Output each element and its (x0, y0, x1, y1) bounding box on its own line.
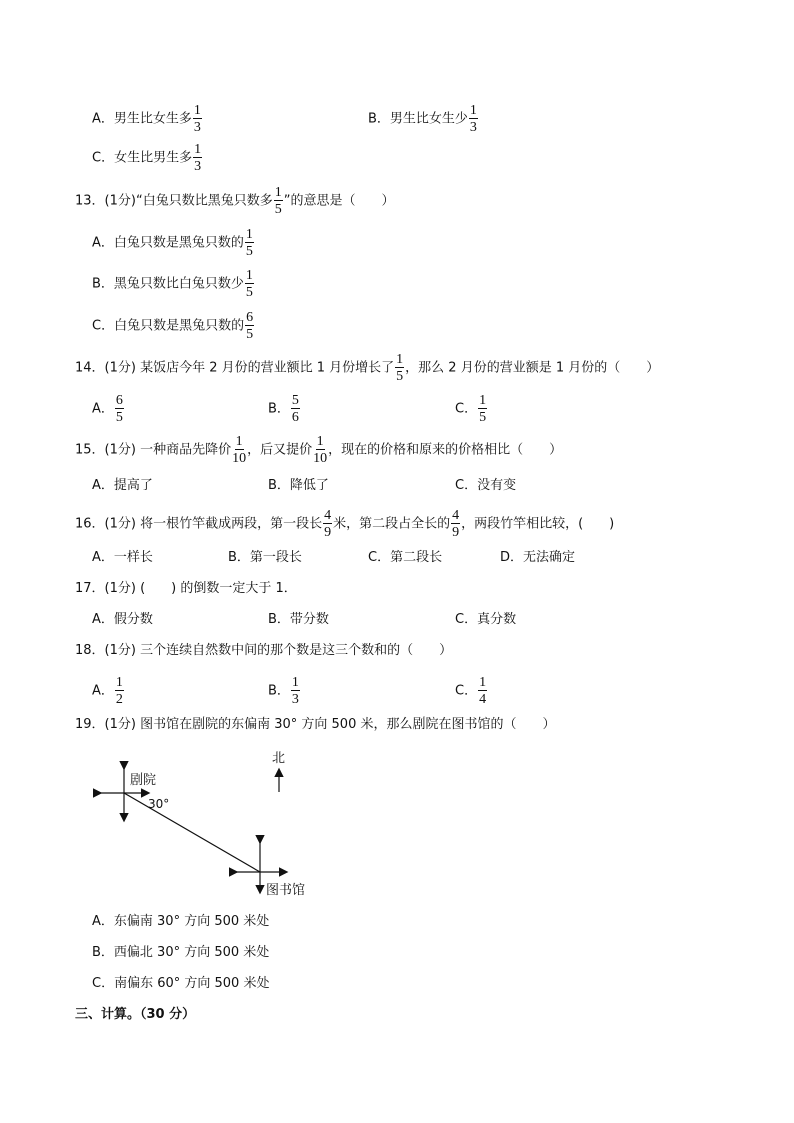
q17-option-a: A．假分数 (92, 612, 153, 627)
q16-option-d: D．无法确定 (500, 550, 576, 565)
stem-text: 15．(1分) 一种商品先降价 (75, 442, 232, 458)
q15-option-c: C．没有变 (455, 478, 517, 493)
option-text: C． (455, 683, 478, 699)
stem-text: ，现在的价格和原来的价格相比（ ） (328, 442, 563, 458)
fraction (478, 676, 487, 706)
denominator: 6 (291, 410, 299, 425)
q17-option-c: C．真分数 (455, 612, 517, 627)
numerator: 5 (291, 393, 299, 408)
q18-option-c (455, 676, 488, 706)
q13-option-a (92, 228, 255, 258)
q13-option-b (92, 269, 255, 299)
numerator: 1 (479, 675, 487, 690)
option-text: B．黑兔只数比白兔只数少 (92, 276, 244, 292)
q13-option-c (92, 311, 255, 341)
option-text: A．男生比女生多 (92, 111, 192, 127)
option-text: C．白兔只数是黑兔只数的 (92, 318, 245, 334)
numerator: 6 (246, 310, 254, 325)
direction-diagram (90, 742, 350, 902)
denominator: 5 (479, 410, 487, 425)
q19-option-c: C．南偏东 60° 方向 500 米处 (92, 976, 270, 991)
denominator: 9 (452, 525, 460, 540)
q15-stem (75, 435, 562, 465)
fraction (323, 509, 332, 539)
denominator: 5 (396, 369, 404, 384)
denominator: 3 (469, 120, 477, 135)
q12-option-a (92, 104, 203, 134)
fraction (274, 186, 283, 216)
option-text: B． (268, 683, 290, 699)
fraction (245, 228, 254, 258)
q15-option-a: A．提高了 (92, 478, 153, 493)
numerator: 1 (115, 675, 123, 690)
fraction (291, 394, 300, 424)
q18-option-b (268, 676, 301, 706)
denominator: 3 (193, 120, 201, 135)
q14-option-c (455, 394, 488, 424)
numerator: 4 (452, 508, 460, 523)
option-text: A． (92, 401, 114, 417)
stem-text: ，后又提价 (247, 442, 313, 458)
fraction (232, 435, 246, 465)
fraction (193, 143, 202, 173)
denominator: 3 (194, 159, 202, 174)
angle-label: 30° (148, 797, 170, 811)
fraction (245, 311, 254, 341)
fraction (469, 104, 478, 134)
numerator: 4 (324, 508, 332, 523)
q12-option-b (368, 104, 479, 134)
q14-stem (75, 353, 659, 383)
denominator: 3 (291, 692, 299, 707)
fraction (115, 394, 124, 424)
numerator: 1 (245, 227, 253, 242)
numerator: 6 (115, 393, 123, 408)
option-text: C． (455, 401, 478, 417)
fraction (193, 104, 202, 134)
denominator: 2 (115, 692, 123, 707)
stem-text: ，那么 2 月份的营业额是 1 月份的（ ） (405, 360, 660, 376)
q19-option-a: A．东偏南 30° 方向 500 米处 (92, 914, 270, 929)
fraction (395, 353, 404, 383)
denominator: 5 (246, 327, 254, 342)
q15-option-b: B．降低了 (268, 478, 329, 493)
numerator: 1 (316, 434, 324, 449)
north-label: 北 (272, 751, 286, 766)
fraction (313, 435, 327, 465)
q16-option-a: A．一样长 (92, 550, 153, 565)
denominator: 10 (232, 451, 247, 466)
q19-option-b: B．西偏北 30° 方向 500 米处 (92, 945, 270, 960)
option-text: C．女生比男生多 (92, 150, 193, 166)
q14-option-b (268, 394, 301, 424)
denominator: 5 (245, 244, 253, 259)
denominator: 10 (313, 451, 328, 466)
route-line (124, 793, 260, 872)
numerator: 1 (291, 675, 299, 690)
theater-label: 剧院 (130, 773, 157, 788)
numerator: 1 (245, 268, 253, 283)
q16-stem (75, 509, 614, 539)
q13-stem (75, 186, 394, 216)
option-text: A．白兔只数是黑兔只数的 (92, 235, 244, 251)
fraction (451, 509, 460, 539)
fraction (291, 676, 300, 706)
q17-option-b: B．带分数 (268, 612, 329, 627)
stem-text: 米，第二段占全长的 (333, 516, 451, 532)
stem-text: ”的意思是（ ） (283, 193, 395, 209)
option-text: B． (268, 401, 290, 417)
fraction (245, 269, 254, 299)
fraction (115, 676, 124, 706)
denominator: 9 (324, 525, 332, 540)
stem-text: ，两段竹竿相比较，( ) (461, 516, 615, 532)
stem-text: 16．(1分) 将一根竹竿截成两段，第一段长 (75, 516, 323, 532)
numerator: 1 (469, 103, 477, 118)
q16-option-b: B．第一段长 (228, 550, 302, 565)
q17-stem: 17．(1分) ( ) 的倒数一定大于 1． (75, 581, 297, 596)
library-label: 图书馆 (266, 883, 306, 898)
q19-stem: 19．(1分) 图书馆在剧院的东偏南 30° 方向 500 米，那么剧院在图书馆的（ ） (75, 717, 556, 732)
numerator: 1 (194, 142, 202, 157)
numerator: 1 (479, 393, 487, 408)
section-heading: 三、计算。（30 分） (75, 1007, 196, 1022)
stem-text: 14．(1分) 某饭店今年 2 月份的营业额比 1 月份增长了 (75, 360, 395, 376)
numerator: 1 (235, 434, 243, 449)
numerator: 1 (193, 103, 201, 118)
numerator: 1 (396, 352, 404, 367)
option-text: B．男生比女生少 (368, 111, 468, 127)
fraction (478, 394, 487, 424)
q18-option-a (92, 676, 125, 706)
stem-text: 13．(1分)“白兔只数比黑兔只数多 (75, 193, 273, 209)
numerator: 1 (274, 185, 282, 200)
q12-option-c (92, 143, 203, 173)
option-text: A． (92, 683, 114, 699)
denominator: 5 (115, 410, 123, 425)
q14-option-a (92, 394, 125, 424)
denominator: 5 (274, 202, 282, 217)
q16-option-c: C．第二段长 (368, 550, 443, 565)
denominator: 4 (479, 692, 487, 707)
q18-stem: 18．(1分) 三个连续自然数中间的那个数是这三个数和的（ ） (75, 643, 453, 658)
denominator: 5 (245, 285, 253, 300)
